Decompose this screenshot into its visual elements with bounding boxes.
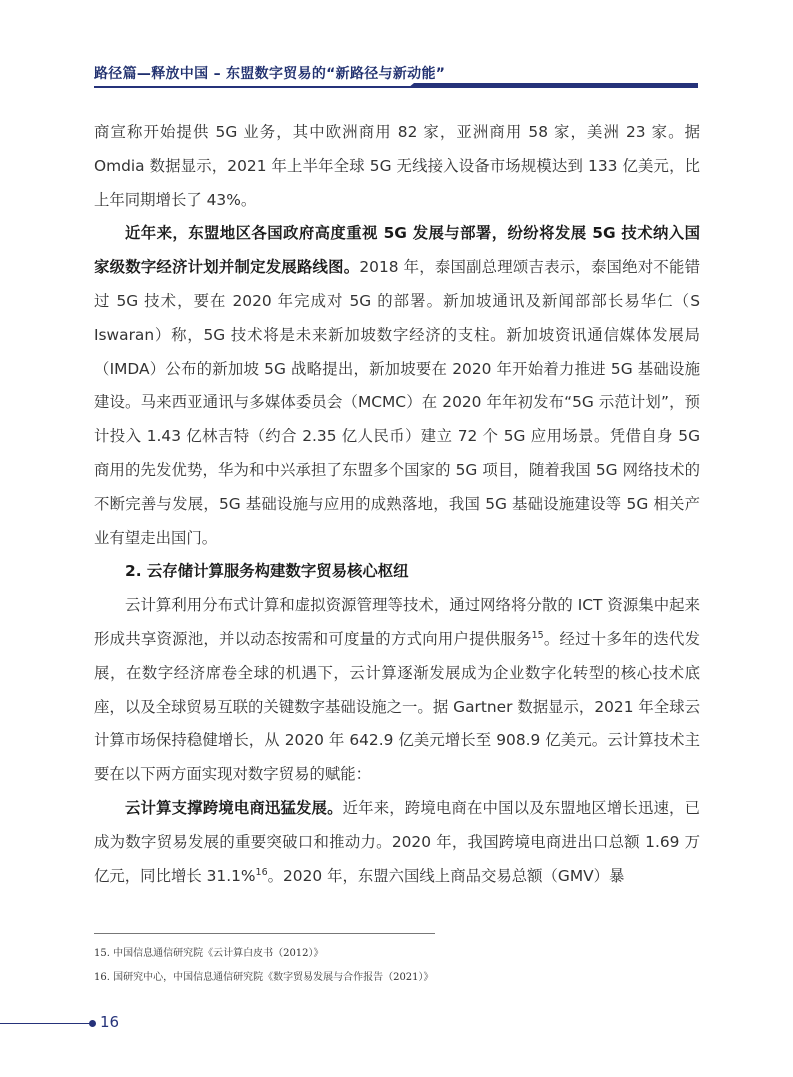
footnote-rule <box>94 933 435 934</box>
paragraph-4 <box>94 792 700 893</box>
header-rule-accent <box>408 83 698 88</box>
paragraph-2-lead: 近年来，东盟地区各国政府高度重视 5G 发展与部署，纷纷将发展 5G 技术纳入国家级数字经济计划并制定发展路线图。 <box>94 224 700 277</box>
paragraph-3 <box>94 589 700 792</box>
paragraph-2 <box>94 217 700 555</box>
main-text <box>94 116 700 893</box>
page-number: 16 <box>100 1013 120 1031</box>
paragraph-1: 商宣称开始提供 5G 业务，其中欧洲商用 82 家，亚洲商用 58 家，美洲 23 家。据 Omdia 数据显示，2021 年上半年全球 5G 无线接入设备市场规模达到 133 亿美元，比上年同期增长了 43%。 <box>94 123 700 209</box>
footnote-ref-15: 15 <box>531 629 544 641</box>
footer-dot <box>89 1020 96 1027</box>
footnote-15: 15. 中国信息通信研究院《云计算白皮书（2012）》 <box>94 948 324 959</box>
paragraph-3-part-a: 云计算利用分布式计算和虚拟资源管理等技术，通过网络将分散的 ICT 资源集中起来形成共享资源池，并以动态按需和可度量的方式向用户提供服务 <box>94 596 700 648</box>
section-heading: 2. 云存储计算服务构建数字贸易核心枢纽 <box>125 562 409 581</box>
paragraph-3-part-b: 。经过十多年的迭代发展，在数字经济席卷全球的机遇下，云计算逐渐发展成为企业数字化转型的核心技术底座，以及全球贸易互联的关键数字基础设施之一。据 Gartner 数据显示，2021 年全球云计算市场保持稳健增长，从 2020 年 642.9 亿美元增长至 908.9 亿美元。云计算技术主要在以下两方面实现对数字贸易的赋能： <box>94 629 700 784</box>
footnote-16: 16. 国研究中心，中国信息通信研究院《数字贸易发展与合作报告（2021）》 <box>94 972 434 983</box>
paragraph-2-body: 2018 年，泰国副总理颂吉表示，泰国绝对不能错过 5G 技术，要在 2020 年完成对 5G 的部署。新加坡通讯及新闻部部长易华仁（S Iswaran）称，5G 技术将是未来新加坡数字经济的支柱。新加坡资讯通信媒体发展局（IMDA）公布的新加坡 5G 战略提出，新加坡要在 2020 年开始着力推进 5G 基础设施建设。马来西亚通讯与多媒体委员会（MCMC）在 2020 年年初发布“5G 示范计划”，预计投入 1.43 亿林吉特（约合 2.35 亿人民币）建立 72 个 5G 应用场景。凭借自身 5G 商用的先发优势，华为和中兴承担了东盟多个国家的 5G 项目，随着我国 5G 网络技术的不断完善与发展，5G 基础设施与应用的成熟落地，我国 5G 基础设施建设等 5G 相关产业有望走出国门。 <box>94 258 700 547</box>
paragraph-4-part-b: 。2020 年，东盟六国线上商品交易总额（GMV）暴 <box>267 866 625 885</box>
footer-line <box>0 1023 90 1024</box>
header-title: 路径篇—释放中国 – 东盟数字贸易的“新路径与新动能” <box>94 66 446 82</box>
paragraph-4-lead: 云计算支撑跨境电商迅猛发展。 <box>125 798 343 817</box>
paragraph-4-part-a: 近年来，跨境电商在中国以及东盟地区增长迅速，已成为数字贸易发展的重要突破口和推动力。2020 年，我国跨境电商进出口总额 1.69 万亿元，同比增长 31.1% <box>94 798 700 885</box>
footnote-ref-16: 16 <box>255 866 268 878</box>
